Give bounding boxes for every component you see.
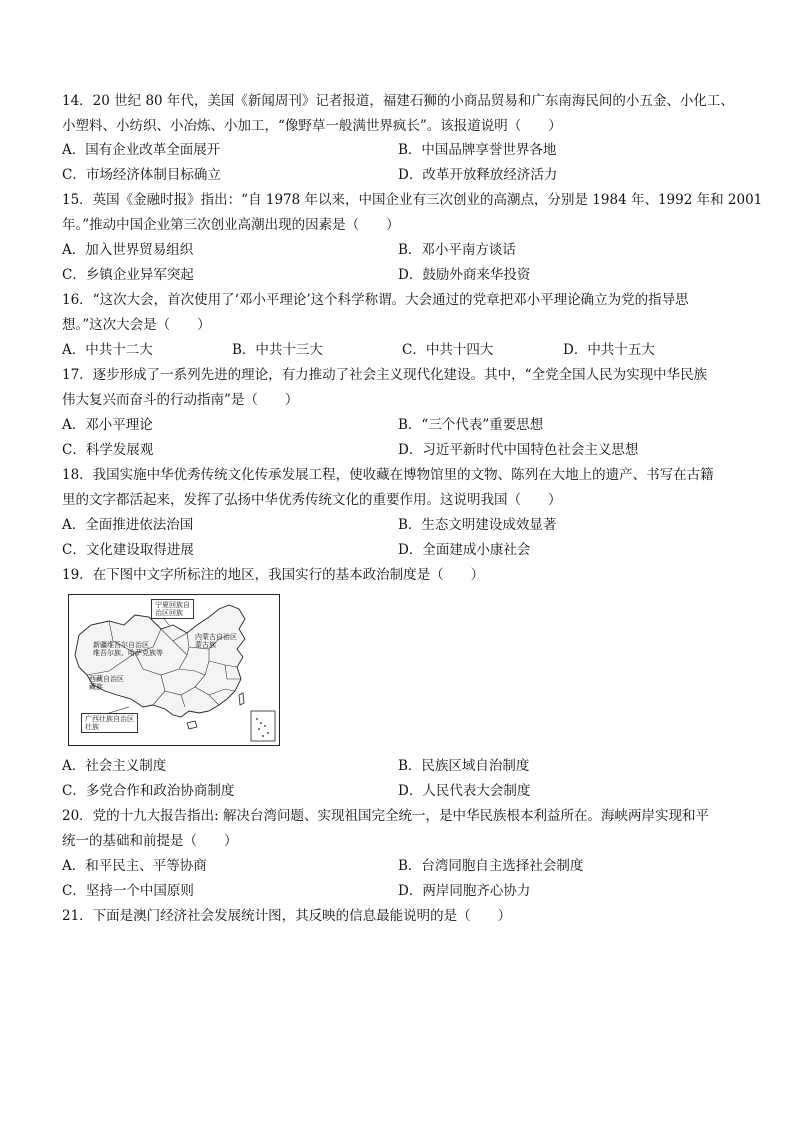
q14-option-d[interactable]: D．改革开放释放经济活力 — [398, 167, 558, 183]
q15-line-2: 年。”推动中国企业第三次创业高潮出现的因素是（ ） — [62, 217, 400, 233]
q14-option-c[interactable]: C．市场经济体制目标确立 — [62, 167, 221, 183]
q16-line-1: 16．“这次大会，首次使用了‘邓小平理论’这个科学称谓。大会通过的党章把邓小平理论确立为党的指导思 — [62, 292, 689, 308]
label-xizang-line-1: 西藏自治区 — [89, 675, 124, 683]
label-xinjiang-line-1: 新疆维吾尔自治区 — [93, 641, 149, 649]
label-neimenggu-line-1: 内蒙古自治区 — [195, 633, 237, 641]
q17-option-d[interactable]: D．习近平新时代中国特色社会主义思想 — [398, 442, 639, 458]
q21-line-1: 21．下面是澳门经济社会发展统计图，其反映的信息最能说明的是（ ） — [62, 908, 512, 924]
q14-option-b[interactable]: B．中国品牌享誉世界各地 — [398, 142, 557, 158]
q18-option-c[interactable]: C．文化建设取得进展 — [62, 542, 194, 558]
q16-option-c[interactable]: C．中共十四大 — [402, 342, 494, 358]
label-guangxi-line-1: 广西壮族自治区 — [85, 715, 134, 723]
q18-option-b[interactable]: B．生态文明建设成效显著 — [398, 517, 557, 533]
q20-line-2: 统一的基础和前提是（ ） — [62, 833, 238, 849]
q20-option-c[interactable]: C．坚持一个中国原则 — [62, 883, 194, 899]
q18-option-d[interactable]: D．全面建成小康社会 — [398, 542, 531, 558]
q18-line-2: 里的文字都活起来，发挥了弘扬中华优秀传统文化的重要作用。这说明我国（ ） — [62, 492, 562, 508]
q20-option-b[interactable]: B．台湾同胞自主选择社会制度 — [398, 858, 584, 874]
q15-option-c[interactable]: C．乡镇企业异军突起 — [62, 267, 194, 283]
q14-line-1: 14．20 世纪 80 年代，美国《新闻周刊》记者报道，福建石狮的小商品贸易和广东南海民间的小五金、小化工、 — [62, 93, 734, 109]
label-ningxia-line-2: 治区回族 — [155, 609, 183, 617]
q20-line-1: 20．党的十九大报告指出: 解决台湾问题、实现祖国完全统一，是中华民族根本利益所在。海峡两岸实现和平 — [62, 808, 710, 824]
china-autonomous-regions-map — [68, 594, 280, 746]
q16-option-b[interactable]: B．中共十三大 — [232, 342, 323, 358]
label-xizang-line-2: 藏族 — [89, 683, 103, 691]
q19-option-a[interactable]: A．社会主义制度 — [62, 758, 167, 774]
q14-line-2: 小塑料、小纺织、小冶炼、小加工，“像野草一般满世界疯长”。该报道说明（ ） — [62, 118, 562, 134]
q19-option-c[interactable]: C．多党合作和政治协商制度 — [62, 783, 235, 799]
label-xizang — [89, 675, 124, 691]
q15-option-a[interactable]: A．加入世界贸易组织 — [62, 242, 194, 258]
q19-option-d[interactable]: D．人民代表大会制度 — [398, 783, 531, 799]
label-guangxi-line-2: 壮族 — [85, 723, 99, 731]
label-xinjiang — [93, 641, 163, 657]
q17-option-b[interactable]: B．“三个代表”重要思想 — [398, 417, 544, 433]
q17-option-c[interactable]: C．科学发展观 — [62, 442, 154, 458]
q20-option-a[interactable]: A．和平民主、平等协商 — [62, 858, 207, 874]
q18-option-a[interactable]: A．全面推进依法治国 — [62, 517, 194, 533]
q17-line-2: 伟大复兴而奋斗的行动指南”是（ ） — [62, 392, 299, 408]
label-xinjiang-line-2: 维吾尔族、哈萨克族等 — [93, 649, 163, 657]
label-neimenggu — [195, 633, 237, 649]
q15-option-b[interactable]: B．邓小平南方谈话 — [398, 242, 516, 258]
q19-line-1: 19．在下图中文字所标注的地区，我国实行的基本政治制度是（ ） — [62, 567, 485, 583]
label-ningxia-line-1: 宁夏回族自 — [155, 601, 190, 609]
label-neimenggu-line-2: 蒙古族 — [195, 641, 216, 649]
q16-option-a[interactable]: A．中共十二大 — [62, 342, 153, 358]
label-ningxia — [151, 599, 194, 619]
q19-option-b[interactable]: B．民族区域自治制度 — [398, 758, 530, 774]
q18-line-1: 18．我国实施中华优秀传统文化传承发展工程，使收藏在博物馆里的文物、陈列在大地上的遗产、书写在古籍 — [62, 467, 714, 483]
q17-option-a[interactable]: A．邓小平理论 — [62, 417, 153, 433]
label-guangxi — [81, 713, 138, 733]
q16-option-d[interactable]: D．中共十五大 — [563, 342, 655, 358]
q15-option-d[interactable]: D．鼓励外商来华投资 — [398, 267, 531, 283]
q16-line-2: 想。”这次大会是（ ） — [62, 317, 211, 333]
q14-option-a[interactable]: A．国有企业改革全面展开 — [62, 142, 221, 158]
q15-line-1: 15．英国《金融时报》指出：“自 1978 年以来，中国企业有三次创业的高潮点，分别是 1984 年、1992 年和 2001 — [62, 192, 763, 208]
q20-option-d[interactable]: D．两岸同胞齐心协力 — [398, 883, 531, 899]
q17-line-1: 17．逐步形成了一系列先进的理论，有力推动了社会主义现代化建设。其中，“全党全国人民为实现中华民族 — [62, 367, 708, 383]
